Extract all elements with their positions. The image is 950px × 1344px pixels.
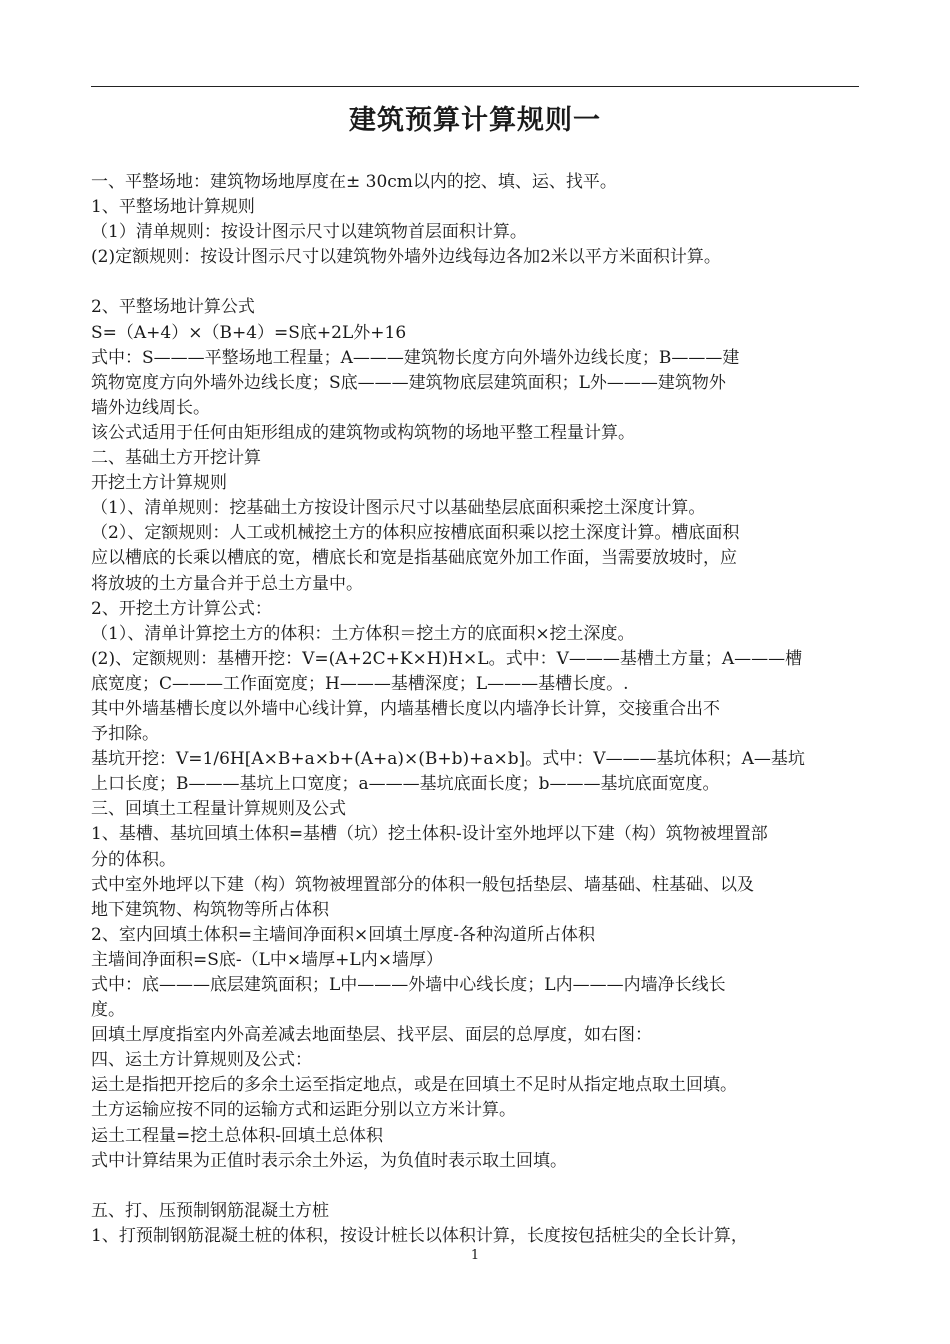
text-line: 三、回填土工程量计算规则及公式	[91, 799, 346, 820]
text-line: 2、平整场地计算公式	[91, 297, 255, 318]
text-line: 将放坡的土方量合并于总土方量中。	[91, 573, 363, 594]
text-line: 2、开挖土方计算公式：	[91, 598, 272, 619]
header-rule	[91, 86, 859, 87]
text-line	[91, 270, 863, 295]
text-line: S=（A+4）×（B+4）=S底+2L外+16	[91, 322, 407, 343]
text-line: （1）、清单规则：挖基础土方按设计图示尺寸以基础垫层底面积乘挖土深度计算。	[91, 498, 706, 519]
text-line: 运土工程量=挖土总体积-回填土总体积	[91, 1125, 383, 1146]
text-line: 基坑开挖：V=1/6H[A×B+a×b+(A+a)×(B+b)+a×b]。式中：V———基坑体积；A—基坑	[91, 749, 805, 770]
text-line: （1）、清单计算挖土方的体积：土方体积＝挖土方的底面积×挖土深度。	[91, 623, 635, 644]
text-line: 二、基础土方开挖计算	[91, 448, 261, 469]
text-line: 应以槽底的长乘以槽底的宽，槽底长和宽是指基础底宽外加工作面，当需要放坡时，应	[91, 548, 737, 569]
text-line: 式中：底———底层建筑面积；L中———外墙中心线长度；L内———内墙净长线长	[91, 975, 726, 995]
text-line: 该公式适用于任何由矩形组成的建筑物或构筑物的场地平整工程量计算。	[91, 422, 635, 443]
text-line: （1）清单规则：按设计图示尺寸以建筑物首层面积计算。	[91, 222, 527, 243]
text-line: 开挖土方计算规则	[91, 473, 227, 494]
text-line: 一、平整场地：建筑物场地厚度在± 30cm以内的挖、填、运、找平。	[91, 172, 617, 192]
page-number: 1	[470, 1248, 480, 1263]
text-line: 墙外边线周长。	[91, 397, 210, 418]
text-line: 五、打、压预制钢筋混凝土方桩	[91, 1200, 329, 1221]
text-line: 1、平整场地计算规则	[91, 197, 255, 218]
text-line: 2、室内回填土体积=主墙间净面积×回填土厚度-各种沟道所占体积	[91, 924, 596, 945]
text-line: 四、运土方计算规则及公式：	[91, 1050, 312, 1071]
text-line: 土方运输应按不同的运输方式和运距分别以立方米计算。	[91, 1100, 516, 1121]
text-line: 分的体积。	[91, 849, 176, 870]
text-line: 予扣除。	[91, 724, 159, 745]
text-line: 式中：S———平整场地工程量；A———建筑物长度方向外墙外边线长度；B———建	[91, 347, 740, 368]
text-line: 回填土厚度指室内外高差减去地面垫层、找平层、面层的总厚度，如右图：	[91, 1025, 652, 1046]
text-line: 式中室外地坪以下建（构）筑物被埋置部分的体积一般包括垫层、墙基础、柱基础、以及	[91, 874, 754, 895]
text-line	[91, 1174, 863, 1199]
text-line: 筑物宽度方向外墙外边线长度；S底———建筑物底层建筑面积；L外———建筑物外	[91, 372, 726, 393]
text-line: 其中外墙基槽长度以外墙中心线计算，内墙基槽长度以内墙净长计算，交接重合出不	[91, 698, 720, 719]
text-line: 地下建筑物、构筑物等所占体积	[91, 899, 329, 920]
document-title: 建筑预算计算规则一	[349, 105, 601, 136]
text-line: (2)定额规则：按设计图示尺寸以建筑物外墙外边线每边各加2米以平方米面积计算。	[91, 247, 721, 268]
text-line: 度。	[91, 1000, 125, 1021]
text-line: 主墙间净面积=S底-（L中×墙厚+L内×墙厚）	[91, 949, 443, 970]
text-line: 1、打预制钢筋混凝土桩的体积，按设计桩长以体积计算，长度按包括桩尖的全长计算，	[91, 1225, 748, 1246]
text-line: 上口长度；B———基坑上口宽度；a———基坑底面长度；b———基坑底面宽度。	[91, 774, 720, 795]
text-line: 运土是指把开挖后的多余土运至指定地点，或是在回填土不足时从指定地点取土回填。	[91, 1075, 737, 1096]
document-body	[91, 170, 863, 1249]
text-line: 底宽度；C———工作面宽度；H———基槽深度；L———基槽长度。.	[91, 673, 629, 694]
text-line: 1、基槽、基坑回填土体积=基槽（坑）挖土体积-设计室外地坪以下建（构）筑物被埋置部	[91, 824, 768, 845]
text-line: （2）、定额规则：人工或机械挖土方的体积应按槽底面积乘以挖土深度计算。槽底面积	[91, 523, 740, 544]
text-line: (2)、定额规则：基槽开挖：V=(A+2C+K×H)H×L。式中：V———基槽土方量；A———槽	[91, 648, 803, 669]
text-line: 式中计算结果为正值时表示余土外运，为负值时表示取土回填。	[91, 1150, 567, 1171]
